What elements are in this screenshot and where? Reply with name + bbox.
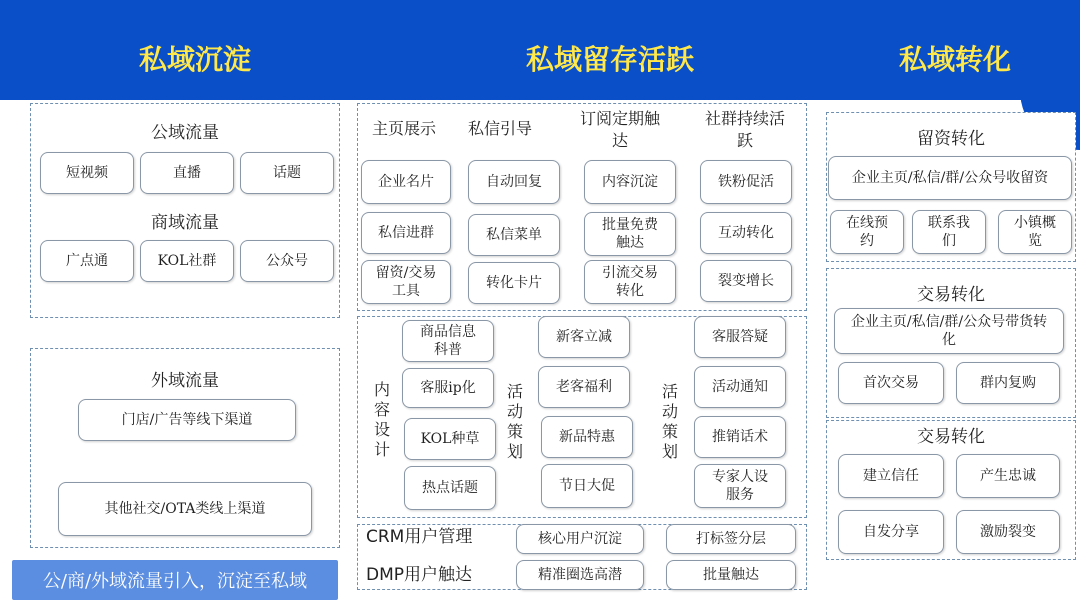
bottom-banner: 公/商/外域流量引入，沉淀至私域 [12, 560, 338, 600]
box-official-account: 公众号 [240, 240, 334, 282]
box-dm-menu: 私信菜单 [468, 214, 560, 256]
label-content-design: 内容设计 [373, 380, 390, 459]
box-build-trust: 建立信任 [838, 454, 944, 498]
box-group-repurchase: 群内复购 [956, 362, 1060, 404]
box-online-channels: 其他社交/OTA类线上渠道 [58, 482, 312, 536]
box-loyalty: 产生忠诚 [956, 454, 1060, 498]
box-online-booking: 在线预约 [830, 210, 904, 254]
title-private-settle: 私域沉淀 [138, 43, 251, 76]
box-fission-growth: 裂变增长 [700, 260, 792, 302]
header-community: 社群持续活跃 [704, 109, 785, 150]
box-traffic-trade-convert: 引流交易转化 [584, 260, 676, 304]
header-dm-guide: 私信引导 [467, 119, 532, 138]
box-interaction-convert: 互动转化 [700, 212, 792, 254]
header-subscription: 订阅定期触达 [580, 109, 661, 150]
box-product-info: 商品信息科普 [402, 320, 494, 362]
box-offline-channels: 门店/广告等线下渠道 [78, 399, 296, 441]
label-dmp: DMP用户触达 [366, 565, 473, 585]
box-first-trade: 首次交易 [838, 362, 944, 404]
box-town-overview: 小镇概览 [998, 210, 1072, 254]
box-gdt: 广点通 [40, 240, 134, 282]
box-kol-community: KOL社群 [140, 240, 234, 282]
lead-convert-title: 留资转化 [917, 129, 985, 149]
box-topic: 话题 [240, 152, 334, 194]
box-batch-reach: 批量触达 [666, 560, 796, 590]
label-activity-plan-1: 活动策划 [506, 382, 523, 461]
box-activity-notice: 活动通知 [694, 366, 786, 408]
box-sales-script: 推销话术 [694, 416, 786, 458]
box-kol-seeding: KOL种草 [404, 418, 496, 460]
box-hot-topic: 热点话题 [404, 466, 496, 510]
title-private-convert: 私域转化 [898, 43, 1011, 76]
box-lead-trade-tools: 留资/交易工具 [361, 260, 451, 304]
box-trade-channels: 企业主页/私信/群/公众号带货转化 [834, 308, 1064, 354]
box-precise-targeting: 精准圈选高潜 [516, 560, 644, 590]
box-incentive-fission: 激励裂变 [956, 510, 1060, 554]
box-short-video: 短视频 [40, 152, 134, 194]
box-new-product-deal: 新品特惠 [541, 416, 633, 458]
box-core-user-settle: 核心用户沉淀 [516, 524, 644, 554]
box-content-settle: 内容沉淀 [584, 160, 676, 204]
box-convert-card: 转化卡片 [468, 262, 560, 304]
header-homepage: 主页展示 [371, 119, 436, 138]
trade-convert-title-2: 交易转化 [917, 427, 985, 447]
public-traffic-title: 公域流量 [151, 123, 219, 143]
box-business-card: 企业名片 [361, 160, 451, 204]
commercial-traffic-title: 商域流量 [151, 213, 219, 233]
box-expert-service: 专家人设服务 [694, 464, 786, 508]
label-crm: CRM用户管理 [366, 527, 473, 547]
box-batch-free-reach: 批量免费触达 [584, 212, 676, 256]
box-tag-layering: 打标签分层 [666, 524, 796, 554]
label-activity-plan-2: 活动策划 [661, 382, 678, 461]
box-old-customer-benefit: 老客福利 [538, 366, 630, 408]
box-live: 直播 [140, 152, 234, 194]
box-contact-us: 联系我们 [912, 210, 986, 254]
box-spontaneous-share: 自发分享 [838, 510, 944, 554]
box-service-qa: 客服答疑 [694, 316, 786, 358]
box-holiday-promo: 节日大促 [541, 464, 633, 508]
box-service-ip: 客服ip化 [402, 368, 494, 408]
box-lead-channels: 企业主页/私信/群/公众号收留资 [828, 156, 1072, 200]
trade-convert-title: 交易转化 [917, 285, 985, 305]
box-fan-activate: 铁粉促活 [700, 160, 792, 204]
box-dm-join-group: 私信进群 [361, 212, 451, 254]
box-new-customer-discount: 新客立减 [538, 316, 630, 358]
box-auto-reply: 自动回复 [468, 160, 560, 204]
title-private-retain: 私域留存活跃 [525, 43, 694, 76]
external-traffic-title: 外域流量 [151, 371, 219, 391]
